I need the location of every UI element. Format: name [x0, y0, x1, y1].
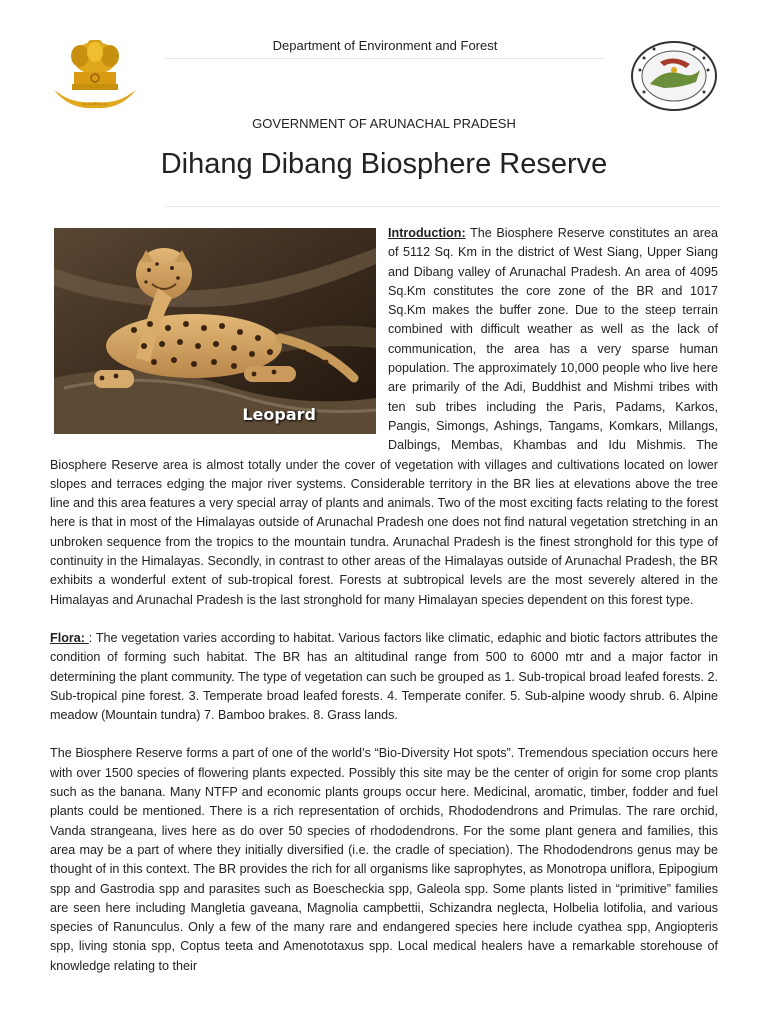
flora-heading: Flora:: [50, 630, 89, 645]
header-divider: [165, 58, 605, 59]
photo-caption: Leopard: [242, 404, 316, 424]
svg-text:~~~~~: ~~~~~: [82, 101, 108, 108]
department-name: Department of Environment and Forest: [272, 38, 498, 53]
leopard-photo: [54, 228, 376, 434]
flora-paragraph: [50, 629, 718, 725]
flora-text: : The vegetation varies according to habitat. Various factors like climatic, edaphic and biotic factors attributes the condition of forming such habitat. The BR has an altitudinal range from 500 to 6000 mtr and a major factor in determining the plant community. The type of vegetation can such be grouped as 1. Sub-tropical broad leafed forests. 2. Sub-tropical pine forest. 3. Temperate broad leafed forests. 4. Temperate conifer. 5. Sub-alpine woody shrub. 6. Alpine meadow (Mountain tundra) 7. Bamboo brakes. 8. Grass lands.: [50, 630, 719, 723]
title-divider: [165, 206, 720, 207]
department-seal-icon: [630, 40, 718, 112]
biodiversity-paragraph: The Biosphere Reserve forms a part of one of the world’s “Bio-Diversity Hot spots”. Tremendous speciation occurs here with over 1500 species of flowering plants expected. Possibly this site may be the center of origin for some crop plants such as the banana. Many NTFP and economic plants groups occur here. Medicinal, aromatic, timber, fodder and fuel plants could be mentioned. There is a rich representation of orchids, Rhododendrons and Primulas. The rare orchid, Vanda strangeana, lives here as do over 50 species of rhododendrons. For the some plant genera and families, this area may be a part of where they initially diversified (i.e. the cradle of speciation). The Rhododendrons genus may be thought of in this context. The BR provides the rich for all organisms like saprophytes, as Monotropa uniflora, Epipogium spp and Gastrodia spp and parasites such as Boescheckia spp, Galeola spp. Some plants listed in “primitive” families are seen here including Mangletia gaveana, Magnolia campbettii, Schizandra neglecta, Holbelia lotifolia, and various species of Ranunculus. Only a few of the many rare and endangered species here include cyathea spp, Angiopteris spp, living stonia spp, Coptus teeta and Amenototaxus spp. Local medical healers have a remarkable storehouse of knowledge relating to their: [50, 746, 718, 973]
page-title: Dihang Dibang Biosphere Reserve: [160, 148, 608, 180]
introduction-text: The Biosphere Reserve constitutes an area of 5112 Sq. Km in the district of West Siang, Upper Siang and Dibang valley of Arunachal Pradesh. An area of 4095 Sq.Km constitutes the core zone of the BR and 1017 Sq.Km makes the buffer zone. Due to the steep terrain combined with difficult weather as well as the lack of communication, the area has a very sparse human population. The approximately 10,000 people who live here are primarily of the Adi, Buddhist and Mishmi tribes with ten sub tribes including the Paris, Padams, Karkos, Pangis, Simongs, Ashings, Tangams, Komkars, Millangs, Dalbings, Membas, Khambas and Idu Mishmis. The Biosphere Reserve area is almost totally under the cover of vegetation with villages and cultivations located on lower slopes and terraces edging the major river systems. Considerable territory in the BR lies at elevations above the tree line and this area features a very special array of plants and animals. Two of the most exciting facts relating to the forest here is that in most of the Himalayas outside of Arunachal Pradesh one does not find natural vegetation stretching in an unbroken sequence from the tropics to the mountain tundra. Arunachal Pradesh is the finest stronghold for this type of continuity in the Himalayas. Secondly, in contrast to other areas of the Himalayas outside of Arunachal Pradesh, the BR exhibits a wonderful extent of sub-tropical forest. Forests at subtropical levels are the most severely altered in the Himalayas and Arunachal Pradesh is the last stronghold for many Himalayan species dependent on this forest type.: [50, 226, 718, 607]
ashoka-emblem-icon: [50, 36, 140, 116]
introduction-paragraph: [50, 224, 718, 610]
document-body: [50, 224, 718, 995]
introduction-heading: Introduction:: [388, 226, 466, 240]
government-name: GOVERNMENT OF ARUNACHAL PRADESH: [252, 116, 516, 131]
